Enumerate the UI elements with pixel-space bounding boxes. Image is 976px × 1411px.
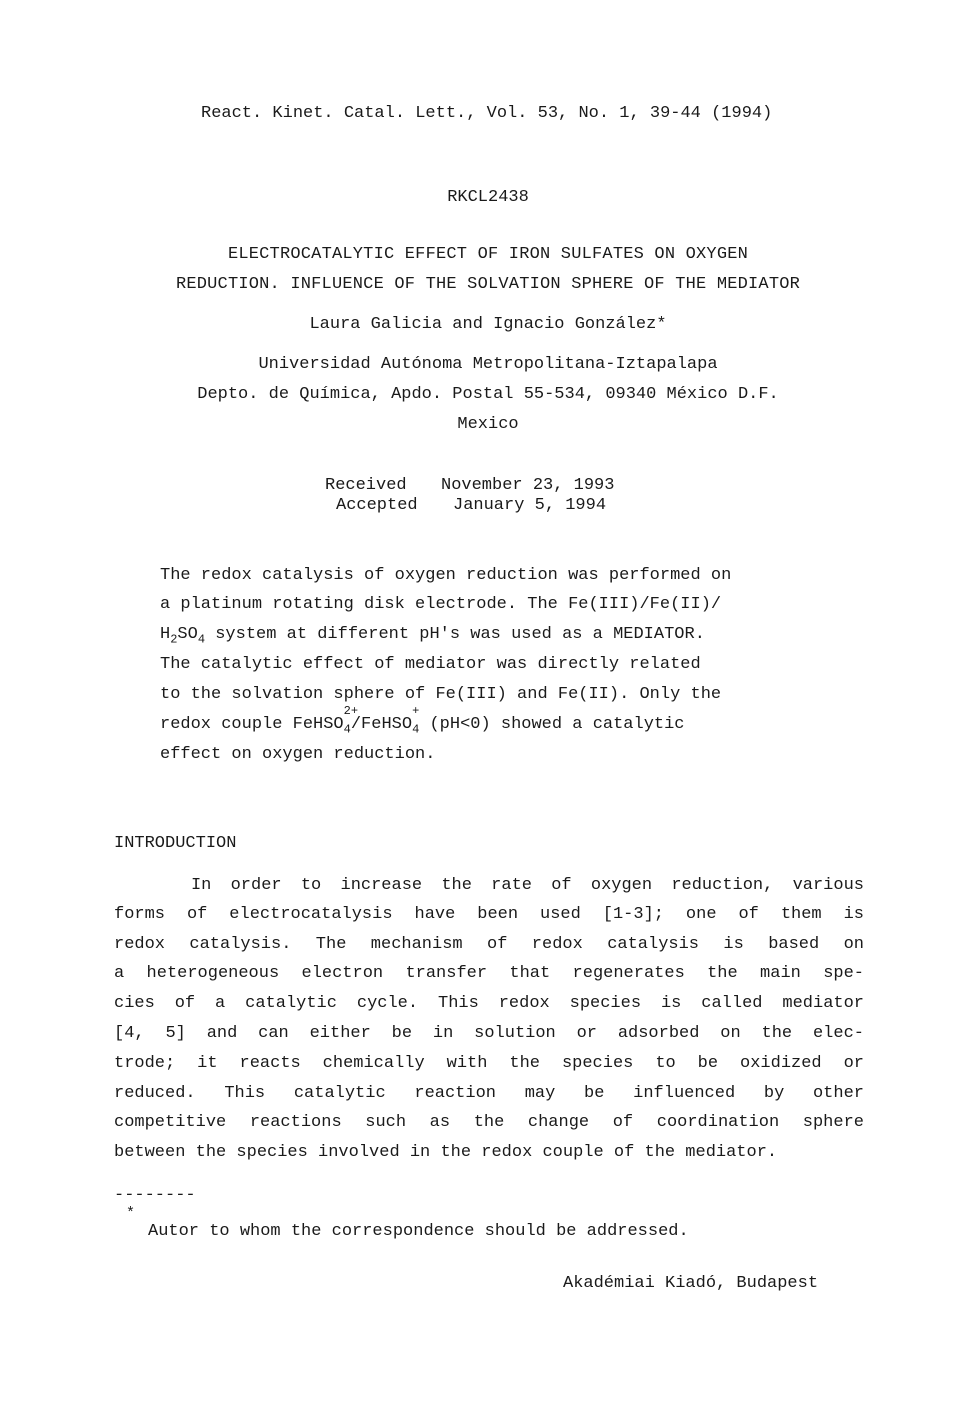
abstract-text: system at different pH's was used as a MEDIATOR.	[205, 625, 705, 644]
body-line: In order to increase the rate of oxygen reduction, various	[114, 876, 864, 895]
affiliation-line-1: Universidad Autónoma Metropolitana-Iztapalapa	[258, 355, 718, 374]
abstract-text: redox couple FeHSO	[160, 715, 344, 734]
formula-subscript: 4	[197, 632, 206, 647]
formula-subscript: 4	[343, 722, 351, 737]
title-line-1: ELECTROCATALYTIC EFFECT OF IRON SULFATES ON OXYGEN	[227, 245, 749, 264]
abstract-line: redox couple FeHSO$_4$ 2+ /FeHSO$_4$ + (pH<0) showed a catalytic	[160, 704, 685, 737]
journal-citation: React. Kinet. Catal. Lett., Vol. 53, No. 1, 39-44 (1994)	[201, 104, 773, 123]
formula-subscript: 4	[412, 722, 420, 737]
abstract-line: The redox catalysis of oxygen reduction was performed on	[160, 566, 732, 585]
body-line: forms of electrocatalysis have been used [1-3]; one of them is	[114, 905, 864, 924]
abstract-line: effect on oxygen reduction.	[160, 745, 436, 764]
footnote-marker: *	[126, 1205, 136, 1222]
accepted-date: January 5, 1994	[453, 496, 607, 515]
abstract-text: /FeHSO	[350, 715, 413, 734]
abstract-text: (pH<0) showed a catalytic	[419, 715, 685, 734]
body-line: [4, 5] and can either be in solution or adsorbed on the elec-	[114, 1024, 864, 1043]
article-code: RKCL2438	[447, 188, 529, 207]
received-label: Received	[325, 476, 407, 495]
formula-so: SO	[177, 625, 198, 644]
body-line: reduced. This catalytic reaction may be influenced by other	[114, 1084, 864, 1103]
title-line-2: REDUCTION. INFLUENCE OF THE SOLVATION SPHERE OF THE MEDIATOR	[175, 275, 801, 294]
body-line: trode; it reacts chemically with the species to be oxidized or	[114, 1054, 864, 1073]
affiliation-line-3: Mexico	[457, 415, 519, 434]
body-line: redox catalysis. The mechanism of redox catalysis is based on	[114, 935, 864, 954]
abstract-line	[160, 625, 820, 647]
footnote-rule: --------	[114, 1186, 196, 1205]
formula-subscript: 2	[170, 632, 178, 647]
abstract-line: a platinum rotating disk electrode. The Fe(III)/Fe(II)/	[160, 595, 722, 614]
publisher-imprint: Akadémiai Kiadó, Budapest	[563, 1274, 819, 1293]
affiliation-line-2: Depto. de Química, Apdo. Postal 55-534, 09340 México D.F.	[197, 385, 779, 404]
formula-h: H	[160, 625, 171, 644]
abstract-line: to the solvation sphere of Fe(III) and Fe(II). Only the	[160, 685, 722, 704]
body-line: cies of a catalytic cycle. This redox species is called mediator	[114, 994, 864, 1013]
body-line: competitive reactions such as the change of coordination sphere	[114, 1113, 864, 1132]
received-date: November 23, 1993	[441, 476, 615, 495]
authors: Laura Galicia and Ignacio González*	[309, 315, 667, 334]
abstract-line: The catalytic effect of mediator was directly related	[160, 655, 701, 674]
footnote-text: Autor to whom the correspondence should be addressed.	[148, 1222, 689, 1241]
accepted-label: Accepted	[336, 496, 418, 515]
body-line: between the species involved in the redox couple of the mediator.	[114, 1143, 778, 1162]
section-heading: INTRODUCTION	[114, 834, 237, 853]
body-line: a heterogeneous electron transfer that regenerates the main spe-	[114, 964, 864, 983]
